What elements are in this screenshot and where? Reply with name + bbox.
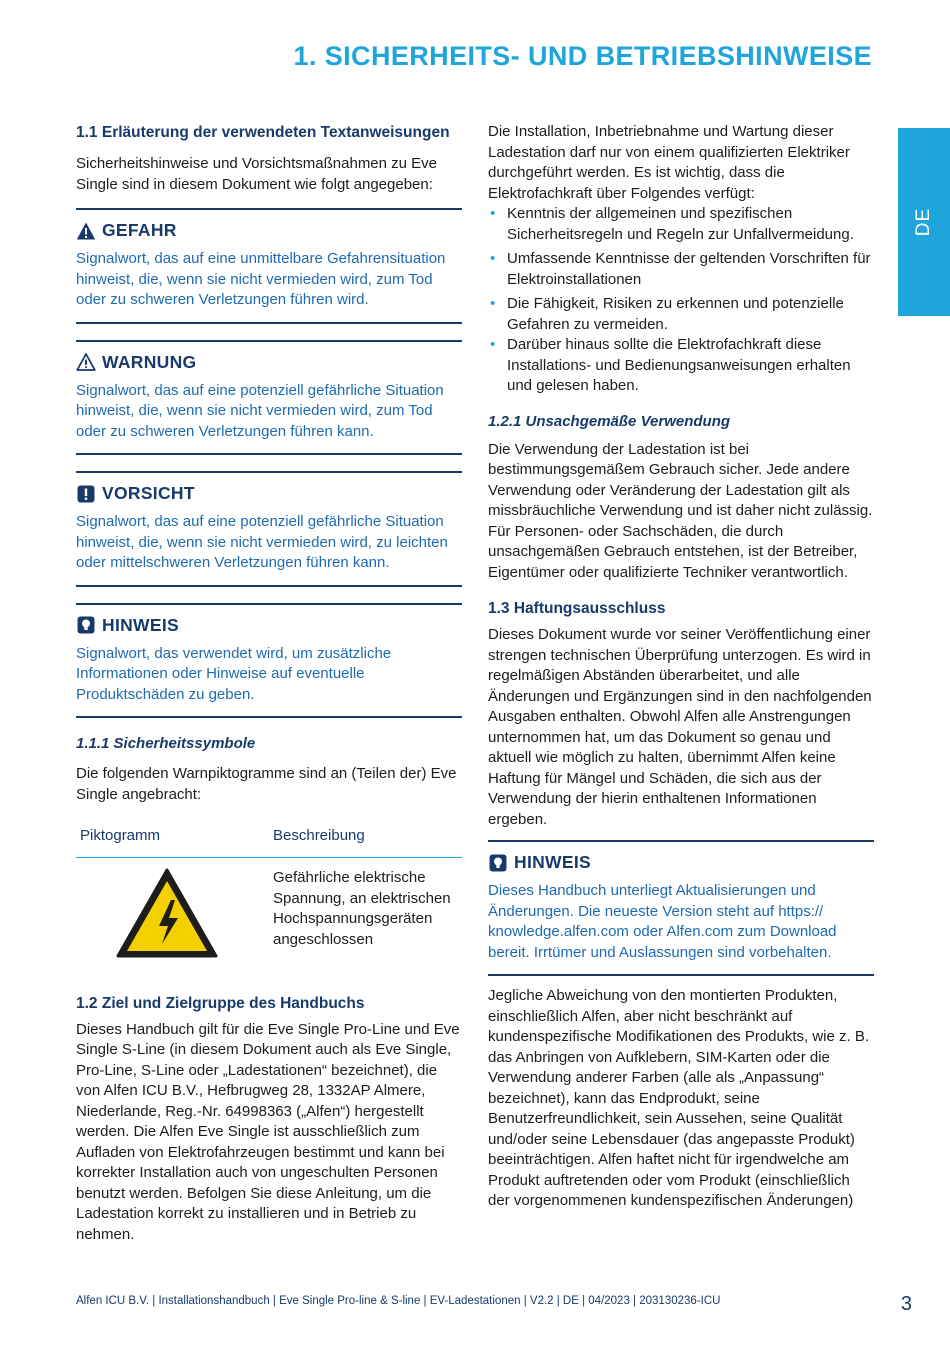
qualification-list [488, 204, 874, 397]
right-column [488, 122, 874, 1212]
notice-text: Signalwort, das verwendet wird, um zusätzliche Informationen oder Hinweise auf eventuelle Produktschäden zu geben. [76, 644, 392, 703]
table-row [76, 858, 462, 965]
page-title: 1. SICHERHEITS- UND BETRIEBSHINWEISE [293, 41, 872, 71]
qualification-intro: Die Installation, Inbetriebnahme und Wartung dieser Ladestation darf nur von einem qualifizierten Elektriker durchgeführt werden. Es ist wichtig, dass die Elektrofachkraft über Folgendes verfügt: [488, 123, 850, 202]
notice-warning [76, 340, 462, 456]
language-tab[interactable] [898, 128, 950, 316]
lightbulb-icon [488, 853, 508, 873]
notice-label: HINWEIS [102, 614, 179, 635]
section-1-1-1-intro: Die folgenden Warnpiktogramme sind an (Teilen der) Eve Single angebracht: [76, 765, 457, 803]
section-1-1-title: 1.1 Erläuterung der verwendeten Textanweisungen [76, 124, 450, 141]
list-item: • Umfassende Kenntnisse der geltenden Vorschriften für Elektroinstallationen [490, 250, 871, 288]
section-1-2-text: Dieses Handbuch gilt für die Eve Single Pro-Line und Eve Single S-Line (in diesem Dokument auch als Eve Single, Pro-Line, S-Line oder „Ladestationen“ bezeichnet), die von Alfen ICU B.V., Hefbrugweg 28, 1332AP Almere, Niederlande, Reg.-Nr. 64998363 („Alfen“) hergestellt werden. Die Alfen Eve Single ist ausschließlich zum Aufladen von Elektrofahrzeugen bestimmt und kann bei korrekter Installation auch von ungeschulten Personen benutzt werden. Befolgen Sie diese Anleitung, um die Ladestation korrekt zu installieren und in Betrieb zu nehmen. [76, 1020, 460, 1243]
table-header-pictogram: Piktogramm [76, 819, 269, 858]
notice-label: WARNUNG [102, 351, 197, 372]
section-1-1-1-title: 1.1.1 Sicherheitssymbole [76, 735, 256, 752]
pictogram-table [76, 819, 462, 965]
notice-label: VORSICHT [102, 483, 195, 503]
notice-caution [76, 471, 462, 587]
section-1-2-title: 1.2 Ziel und Zielgruppe des Handbuchs [76, 994, 365, 1012]
notice-label: GEFAHR [102, 220, 177, 240]
customization-text: Jegliche Abweichung von den montierten Produkten, einschließlich Alfen, aber nicht beschränkt auf kundenspezifische Modifikationen des Produkts, wie z. B. das Anbringen von Aufklebern, SIM-Karten oder die Verwendung anderer Farben (alle als „Anpassung“ bezeichnet), kann das Endprodukt, seine Benutzerfreundlichkeit, sein Aussehen, seine Qualität und/oder seine Lebensdauer (das angepasste Produkt) beeinträchtigen. Alfen haftet nicht für irgendwelche am Produkt auftretenden oder vom Produkt (einschließlich der vorgenommenen kundenspezifischen Änderungen) [488, 987, 870, 1209]
section-1-3-title: 1.3 Haftungsausschluss [488, 600, 666, 617]
danger-warning-icon [76, 221, 96, 241]
left-column [76, 122, 462, 1245]
section-1-2-1-text: Die Verwendung der Ladestation ist bei bestimmungsgemäßem Gebrauch sicher. Jede andere Verwendung oder Veränderung der Ladestation gilt als missbräuchliche Verwendung und ist daher nicht zulässig. Für Personen- oder Sachschäden, die durch unsachgemäßen Gebrauch entstehen, ist der Betreiber, Eigentümer oder qualifizierte Techniker verantwortlich. [488, 440, 873, 581]
list-item: • Kenntnis der allgemeinen und spezifischen Sicherheitsregeln und Regeln zur Unfallvermeidung. [490, 205, 854, 243]
notice-text: Signalwort, das auf eine unmittelbare Gefahrensituation hinweist, die, wenn sie nicht vermieden wird, zum Tod oder zu schweren Verletzungen führen wird. [76, 250, 446, 308]
notice-danger [76, 208, 462, 324]
page-number: 3 [900, 1293, 912, 1315]
list-item: • Die Fähigkeit, Risiken zu erkennen und potenzielle Gefahren zu vermeiden. [490, 295, 844, 333]
language-tab-label: DE [913, 207, 934, 237]
list-item: • Darüber hinaus sollte die Elektrofachkraft diese Installations- und Bedienungsanweisungen erhalten und gelesen haben. [490, 336, 851, 394]
warning-icon [76, 352, 96, 372]
section-1-2-1-title: 1.2.1 Unsachgemäße Verwendung [488, 412, 731, 430]
notice-text: Signalwort, das auf eine potenziell gefährliche Situation hinweist, die, wenn sie nicht vermieden wird, zu leichten oder mittelschweren Verletzungen führen kann. [76, 513, 448, 571]
table-cell-description: Gefährliche elektrische Spannung, an elektrischen Hochspannungsgeräten angeschlossen [273, 869, 451, 948]
high-voltage-warning-icon [80, 868, 265, 965]
notice-label: HINWEIS [514, 852, 591, 872]
notice-text: Dieses Handbuch unterliegt Aktualisierungen und Änderungen. Die neueste Version steht auf https:// knowledge.alfen.com oder Alfen.com zum Download bereit. Irrtümer und Auslassungen sind vorbehalten. [488, 882, 837, 961]
footer-text: Alfen ICU B.V. | Installationshandbuch | Eve Single Pro-line & S-line | EV-Ladestationen | V2.2 | DE | 04/2023 | 203130236-ICU [76, 1295, 721, 1307]
lightbulb-icon [76, 615, 96, 635]
table-header-description: Beschreibung [269, 819, 462, 858]
exclamation-icon [76, 484, 96, 504]
notice-text: Signalwort, das auf eine potenziell gefährliche Situation hinweist, die, wenn sie nicht vermieden wird, zum Tod oder zu schweren Verletzungen führen kann. [76, 381, 444, 440]
section-1-1-intro: Sicherheitshinweise und Vorsichtsmaßnahmen zu Eve Single sind in diesem Dokument wie folgt angegeben: [76, 155, 438, 193]
notice-info-update [488, 840, 874, 976]
section-1-3-text: Dieses Dokument wurde vor seiner Veröffentlichung einer strengen technischen Überprüfung unterzogen. Es wird in regelmäßigen Abständen überarbeitet, und alle Änderungen und Ergänzungen sind in den nachfolgenden Ausgaben enthalten. Obwohl Alfen alle Anstrengungen unternommen hat, um das Dokument so genau und aktuell wie möglich zu halten, übernimmt Alfen keine Haftung für Mängel und Schäden, die sich aus der Verwendung der hierin enthaltenen Informationen ergeben. [488, 626, 872, 828]
notice-info [76, 603, 462, 719]
